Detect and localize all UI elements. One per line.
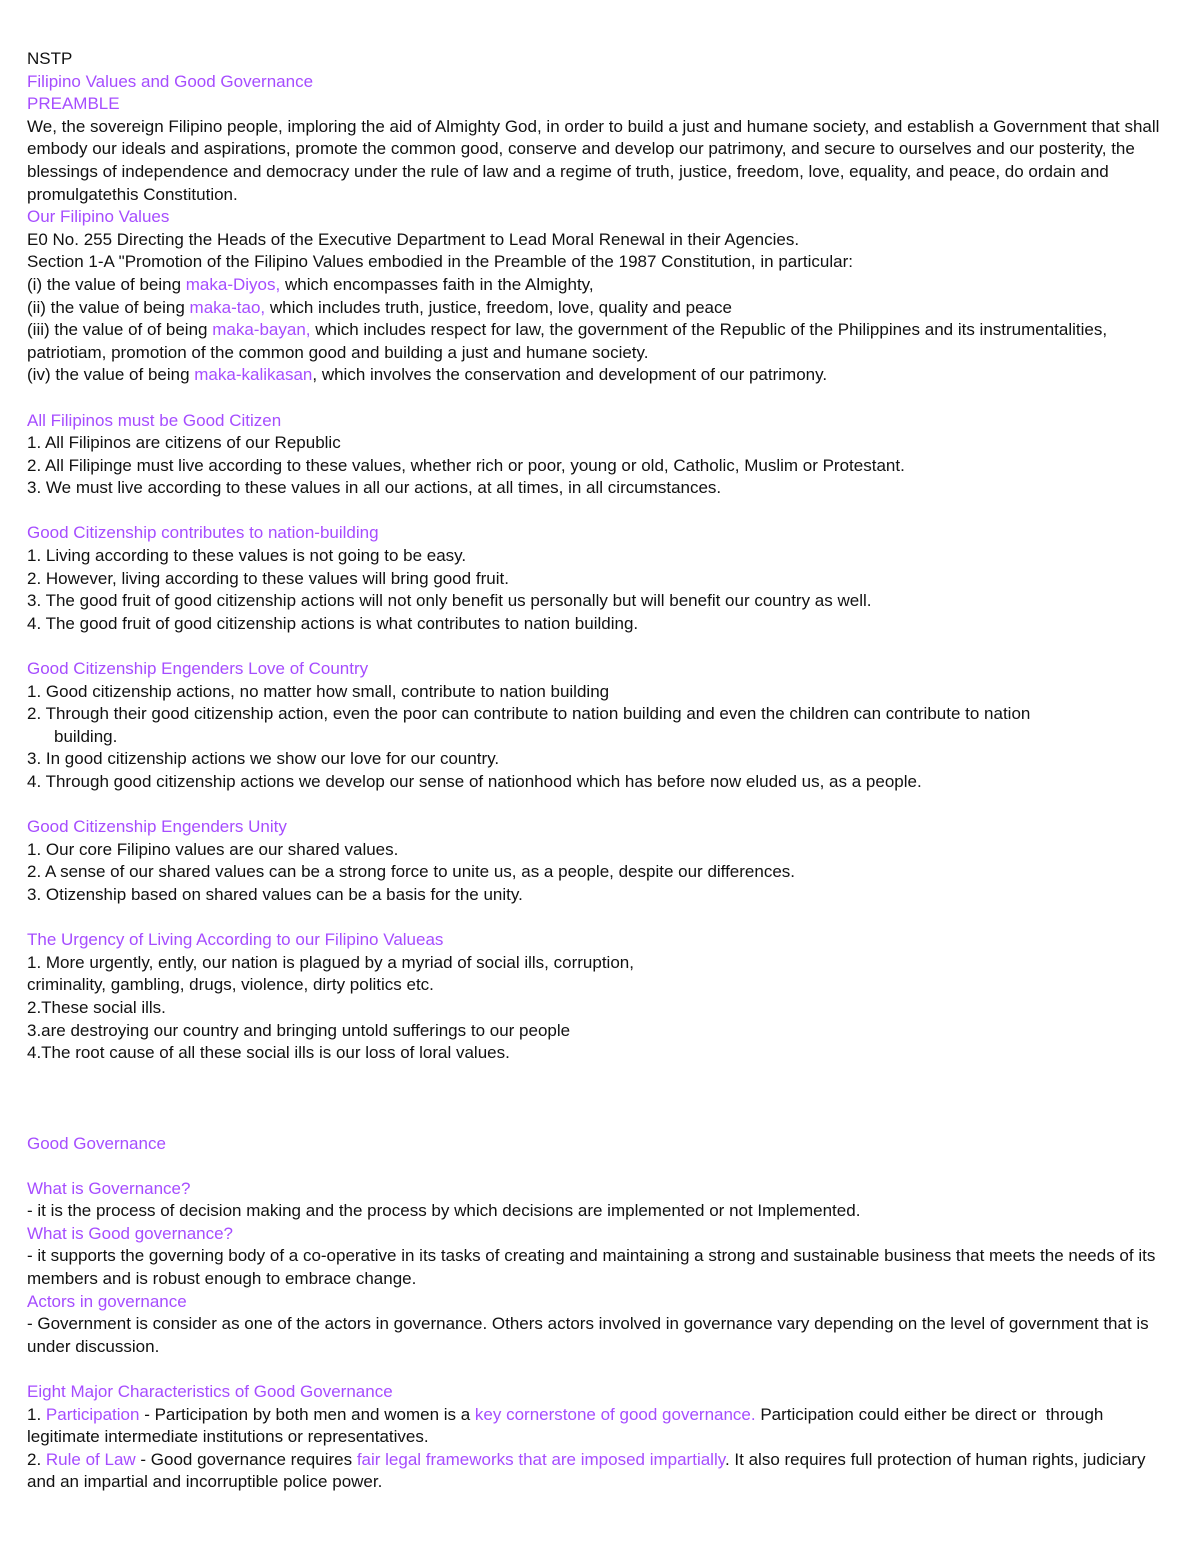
actors-question: Actors in governance (27, 1291, 187, 1311)
spacer (27, 794, 1177, 817)
list-item: 4. The good fruit of good citizenship actions is what contributes to nation building. (27, 613, 639, 633)
list-item: 3. We must live according to these values in all our actions, at all times, in all circumstances. (27, 478, 722, 498)
value-item: (iii) the value of of being maka-bayan, which includes respect for law, the government of the Republic of the Philippines and its instrumentalities, patriotiam, promotion of the common good and building a just and humane society. (27, 320, 1112, 362)
preamble-text: We, the sovereign Filipino people, imploring the aid of Almighty God, in order to build a just and humane society, and establish a Government that shall embody our ideals and aspirations, promote the common good, conserve and develop our patrimony, and secure to ourselves and our posterity, the blessings of independence and democracy under the rule of law and a regime of truth, justice, freedom, love, equality, and peace, do ordain and promulgatethis Constitution. (27, 116, 1165, 204)
spacer (27, 387, 1177, 410)
governance-answer: - it is the process of decision making and the process by which decisions are implemented or not Implemented. (27, 1201, 861, 1221)
section-text: Section 1-A "Promotion of the Filipino Values embodied in the Preamble of the 1987 Constitution, in particular: (27, 252, 853, 272)
value-term: maka-bayan, (212, 320, 311, 340)
list-item: 3.are destroying our country and bringing untold sufferings to our people (27, 1020, 571, 1040)
values-heading: Our Filipino Values (27, 207, 170, 227)
list-item: 1. Good citizenship actions, no matter how small, contribute to nation building (27, 681, 610, 701)
characteristics-heading: Eight Major Characteristics of Good Governance (27, 1382, 393, 1402)
list-item: 1. More urgently, ently, our nation is plagued by a myriad of social ills, corruption, (27, 952, 634, 972)
value-item: (i) the value of being maka-Diyos, which encompasses faith in the Almighty, (27, 274, 594, 294)
spacer (27, 1155, 1177, 1178)
characteristic-highlight: fair legal frameworks that are imposed impartially (356, 1449, 725, 1469)
love-of-country-heading: Good Citizenship Engenders Love of Country (27, 659, 369, 679)
good-governance-heading: Good Governance (27, 1133, 166, 1153)
spacer (27, 1110, 1177, 1133)
governance-question: What is Governance? (27, 1178, 191, 1198)
good-governance-question: What is Good governance? (27, 1223, 234, 1243)
value-item: (ii) the value of being maka-tao, which includes truth, justice, freedom, love, quality and peace (27, 297, 732, 317)
list-item: 3. Otizenship based on shared values can be a basis for the unity. (27, 884, 523, 904)
value-term: maka-tao, (189, 297, 266, 317)
list-item: 2. Through their good citizenship action, even the poor can contribute to nation building and even the children can contribute to nation (27, 704, 1031, 724)
nation-building-heading: Good Citizenship contributes to nation-building (27, 523, 379, 543)
list-item: criminality, gambling, drugs, violence, dirty politics etc. (27, 975, 434, 995)
list-item: 1. Our core Filipino values are our shared values. (27, 839, 399, 859)
list-item: 2. However, living according to these values will bring good fruit. (27, 568, 509, 588)
value-term: maka-Diyos, (185, 274, 281, 294)
characteristic-highlight: key cornerstone of good governance. (474, 1404, 756, 1424)
list-item: 2. All Filipinge must live according to these values, whether rich or poor, young or old, Catholic, Muslim or Protestant. (27, 455, 905, 475)
characteristic-term: Rule of Law (45, 1449, 136, 1469)
spacer (27, 1065, 1177, 1088)
course-label: NSTP (27, 49, 73, 68)
list-item: 3. In good citizenship actions we show our love for our country. (27, 749, 500, 769)
spacer (27, 1358, 1177, 1381)
document-page (27, 48, 1177, 1494)
spacer (27, 907, 1177, 930)
good-citizen-heading: All Filipinos must be Good Citizen (27, 410, 282, 430)
list-item-continuation: building. (54, 726, 118, 746)
list-item: 2. A sense of our shared values can be a strong force to unite us, as a people, despite our differences. (27, 862, 796, 882)
value-term: maka-kalikasan (194, 365, 313, 385)
urgency-heading: The Urgency of Living According to our Filipino Valueas (27, 930, 444, 950)
characteristic-item: 2. Rule of Law - Good governance requires fair legal frameworks that are imposed impartially. It also requires full protection of human rights, judiciary and an impartial and incorruptible police power. (27, 1449, 1151, 1492)
characteristic-item: 1. Participation - Participation by both men and women is a key cornerstone of good governance. Participation could either be direct or through legitimate intermediate institutions or representatives. (27, 1404, 1109, 1447)
good-governance-answer: - it supports the governing body of a co-operative in its tasks of creating and maintaining a strong and sustainable business that meets the needs of its members and is robust enough to embrace change. (27, 1246, 1161, 1289)
characteristic-term: Participation (45, 1404, 140, 1424)
spacer (27, 500, 1177, 523)
list-item: 4.The root cause of all these social ills is our loss of loral values. (27, 1043, 510, 1063)
list-item: 2.These social ills. (27, 997, 166, 1017)
unity-heading: Good Citizenship Engenders Unity (27, 817, 287, 837)
document-title: Filipino Values and Good Governance (27, 71, 314, 91)
value-item: (iv) the value of being maka-kalikasan, which involves the conservation and development of our patrimony. (27, 365, 828, 385)
actors-answer: - Government is consider as one of the actors in governance. Others actors involved in governance vary depending on the level of government that is under discussion. (27, 1314, 1154, 1356)
list-item: 1. All Filipinos are citizens of our Republic (27, 433, 341, 453)
list-item: 4. Through good citizenship actions we develop our sense of nationhood which has before now eluded us, as a people. (27, 772, 922, 791)
spacer (27, 1087, 1177, 1110)
eo-text: E0 No. 255 Directing the Heads of the Executive Department to Lead Moral Renewal in their Agencies. (27, 229, 800, 249)
list-item: 3. The good fruit of good citizenship actions will not only benefit us personally but will benefit our country as well. (27, 591, 872, 611)
spacer (27, 635, 1177, 658)
list-item: 1. Living according to these values is not going to be easy. (27, 546, 467, 566)
preamble-heading: PREAMBLE (27, 94, 120, 114)
